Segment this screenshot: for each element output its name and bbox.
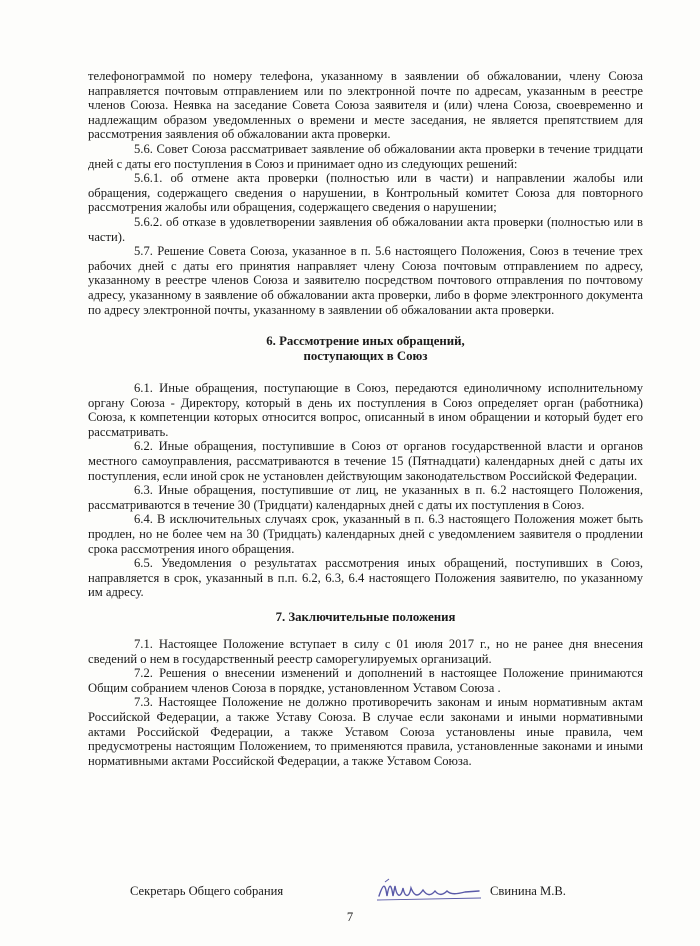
- paragraph-7-2: 7.2. Решения о внесении изменений и дополнений в настоящее Положение принимаются Общим собранием членов Союза в порядке, установленном Уставом Союза .: [88, 666, 643, 695]
- paragraph-6-4: 6.4. В исключительных случаях срок, указанный в п. 6.3 настоящего Положения может быть продлен, но не более чем на 30 (Тридцать) календарных дней с уведомлением заявителя о продлении срока рассмотрения иного обращения.: [88, 512, 643, 556]
- paragraph-7-1: 7.1. Настоящее Положение вступает в силу с 01 июля 2017 г., но не ранее дня внесения сведений о нем в государственный реестр саморегулируемых организаций.: [88, 637, 643, 666]
- section-6-heading-line1: 6. Рассмотрение иных обращений,: [266, 334, 465, 349]
- paragraph-5-6-1: 5.6.1. об отмене акта проверки (полностью или в части) и направлении жалобы или обращения, содержащего сведения о нарушении, в Контрольный комитет Союза для повторного рассмотрения жалобы или обращения, содержащего сведения о нарушении;: [88, 171, 643, 215]
- signature-block: [130, 880, 610, 906]
- paragraph-7-3: 7.3. Настоящее Положение не должно противоречить законам и иным нормативным актам Российской Федерации, а также Уставу Союза. В случае если законами и иными нормативными актами Российской Федерации, а также Уставом Союза установлены иные правила, чем предусмотрены настоящим Положением, то применяются правила, установленные законами и иными нормативными актами Российской Федерации, а также Уставом Союза.: [88, 695, 643, 768]
- section-6-heading: [88, 334, 643, 364]
- document-body: [88, 69, 643, 768]
- signature-title: Секретарь Общего собрания: [130, 884, 284, 898]
- section-7-heading: 7. Заключительные положения: [275, 610, 456, 624]
- paragraph-5-7: 5.7. Решение Совета Союза, указанное в п. 5.6 настоящего Положения, Союз в течение трех рабочих дней с даты его принятия направляет члену Союза почтовым отправлением по адресу, указанному в реестре членов Союза и заявителю посредством почтового отправления по почтовому адресу, указанному в заявление об обжаловании акта проверки, либо в форме электронного документа по адресу электронной почты, указанному в заявлении об обжаловании акта проверки.: [88, 244, 643, 317]
- paragraph-6-2: 6.2. Иные обращения, поступившие в Союз от органов государственной власти и органов местного самоуправления, рассматриваются в течение 15 (Пятнадцати) календарных дней с даты их поступления, если иной срок не установлен действующим законодательством Российской Федерации.: [88, 439, 643, 483]
- paragraph-6-3: 6.3. Иные обращения, поступившие от лиц, не указанных в п. 6.2 настоящего Положения, рассматриваются в течение 30 (Тридцати) календарных дней с даты их поступления в Союз.: [88, 483, 643, 512]
- page-number: 7: [346, 910, 354, 924]
- paragraph-6-5: 6.5. Уведомления о результатах рассмотрения иных обращений, поступивших в Союз, направляется в срок, указанный в п.п. 6.2, 6.3, 6.4 настоящего Положения заявителю, по указанному им адресу.: [88, 556, 643, 600]
- section-6-heading-line2: поступающих в Союз: [303, 349, 428, 364]
- paragraph-6-1: 6.1. Иные обращения, поступающие в Союз, передаются единоличному исполнительному органу Союза - Директору, который в день их поступления в Союз определяет орган (работника) Союза, к компетенции которых относится вопрос, описанный в ином обращении и который будет его рассматривать.: [88, 381, 643, 439]
- signature-name: Свинина М.В.: [490, 884, 566, 898]
- handwritten-signature: [375, 876, 485, 906]
- paragraph-5-5-continued: телефонограммой по номеру телефона, указанному в заявлении об обжаловании, члену Союза направляется почтовым отправлением или по электронной почте по адресам, указанным в реестре членов Союза. Неявка на заседание Совета Союза заявителя и (или) члена Союза, своевременно и надлежащим образом уведомленных о времени и месте заседания, не является препятствием для рассмотрения заявления об обжаловании акта проверки.: [88, 69, 643, 142]
- paragraph-5-6-2: 5.6.2. об отказе в удовлетворении заявления об обжаловании акта проверки (полностью или в части).: [88, 214, 643, 244]
- paragraph-5-6: 5.6. Совет Союза рассматривает заявление об обжаловании акта проверки в течение тридцати дней с даты его поступления в Союз и принимает одно из следующих решений:: [88, 141, 643, 171]
